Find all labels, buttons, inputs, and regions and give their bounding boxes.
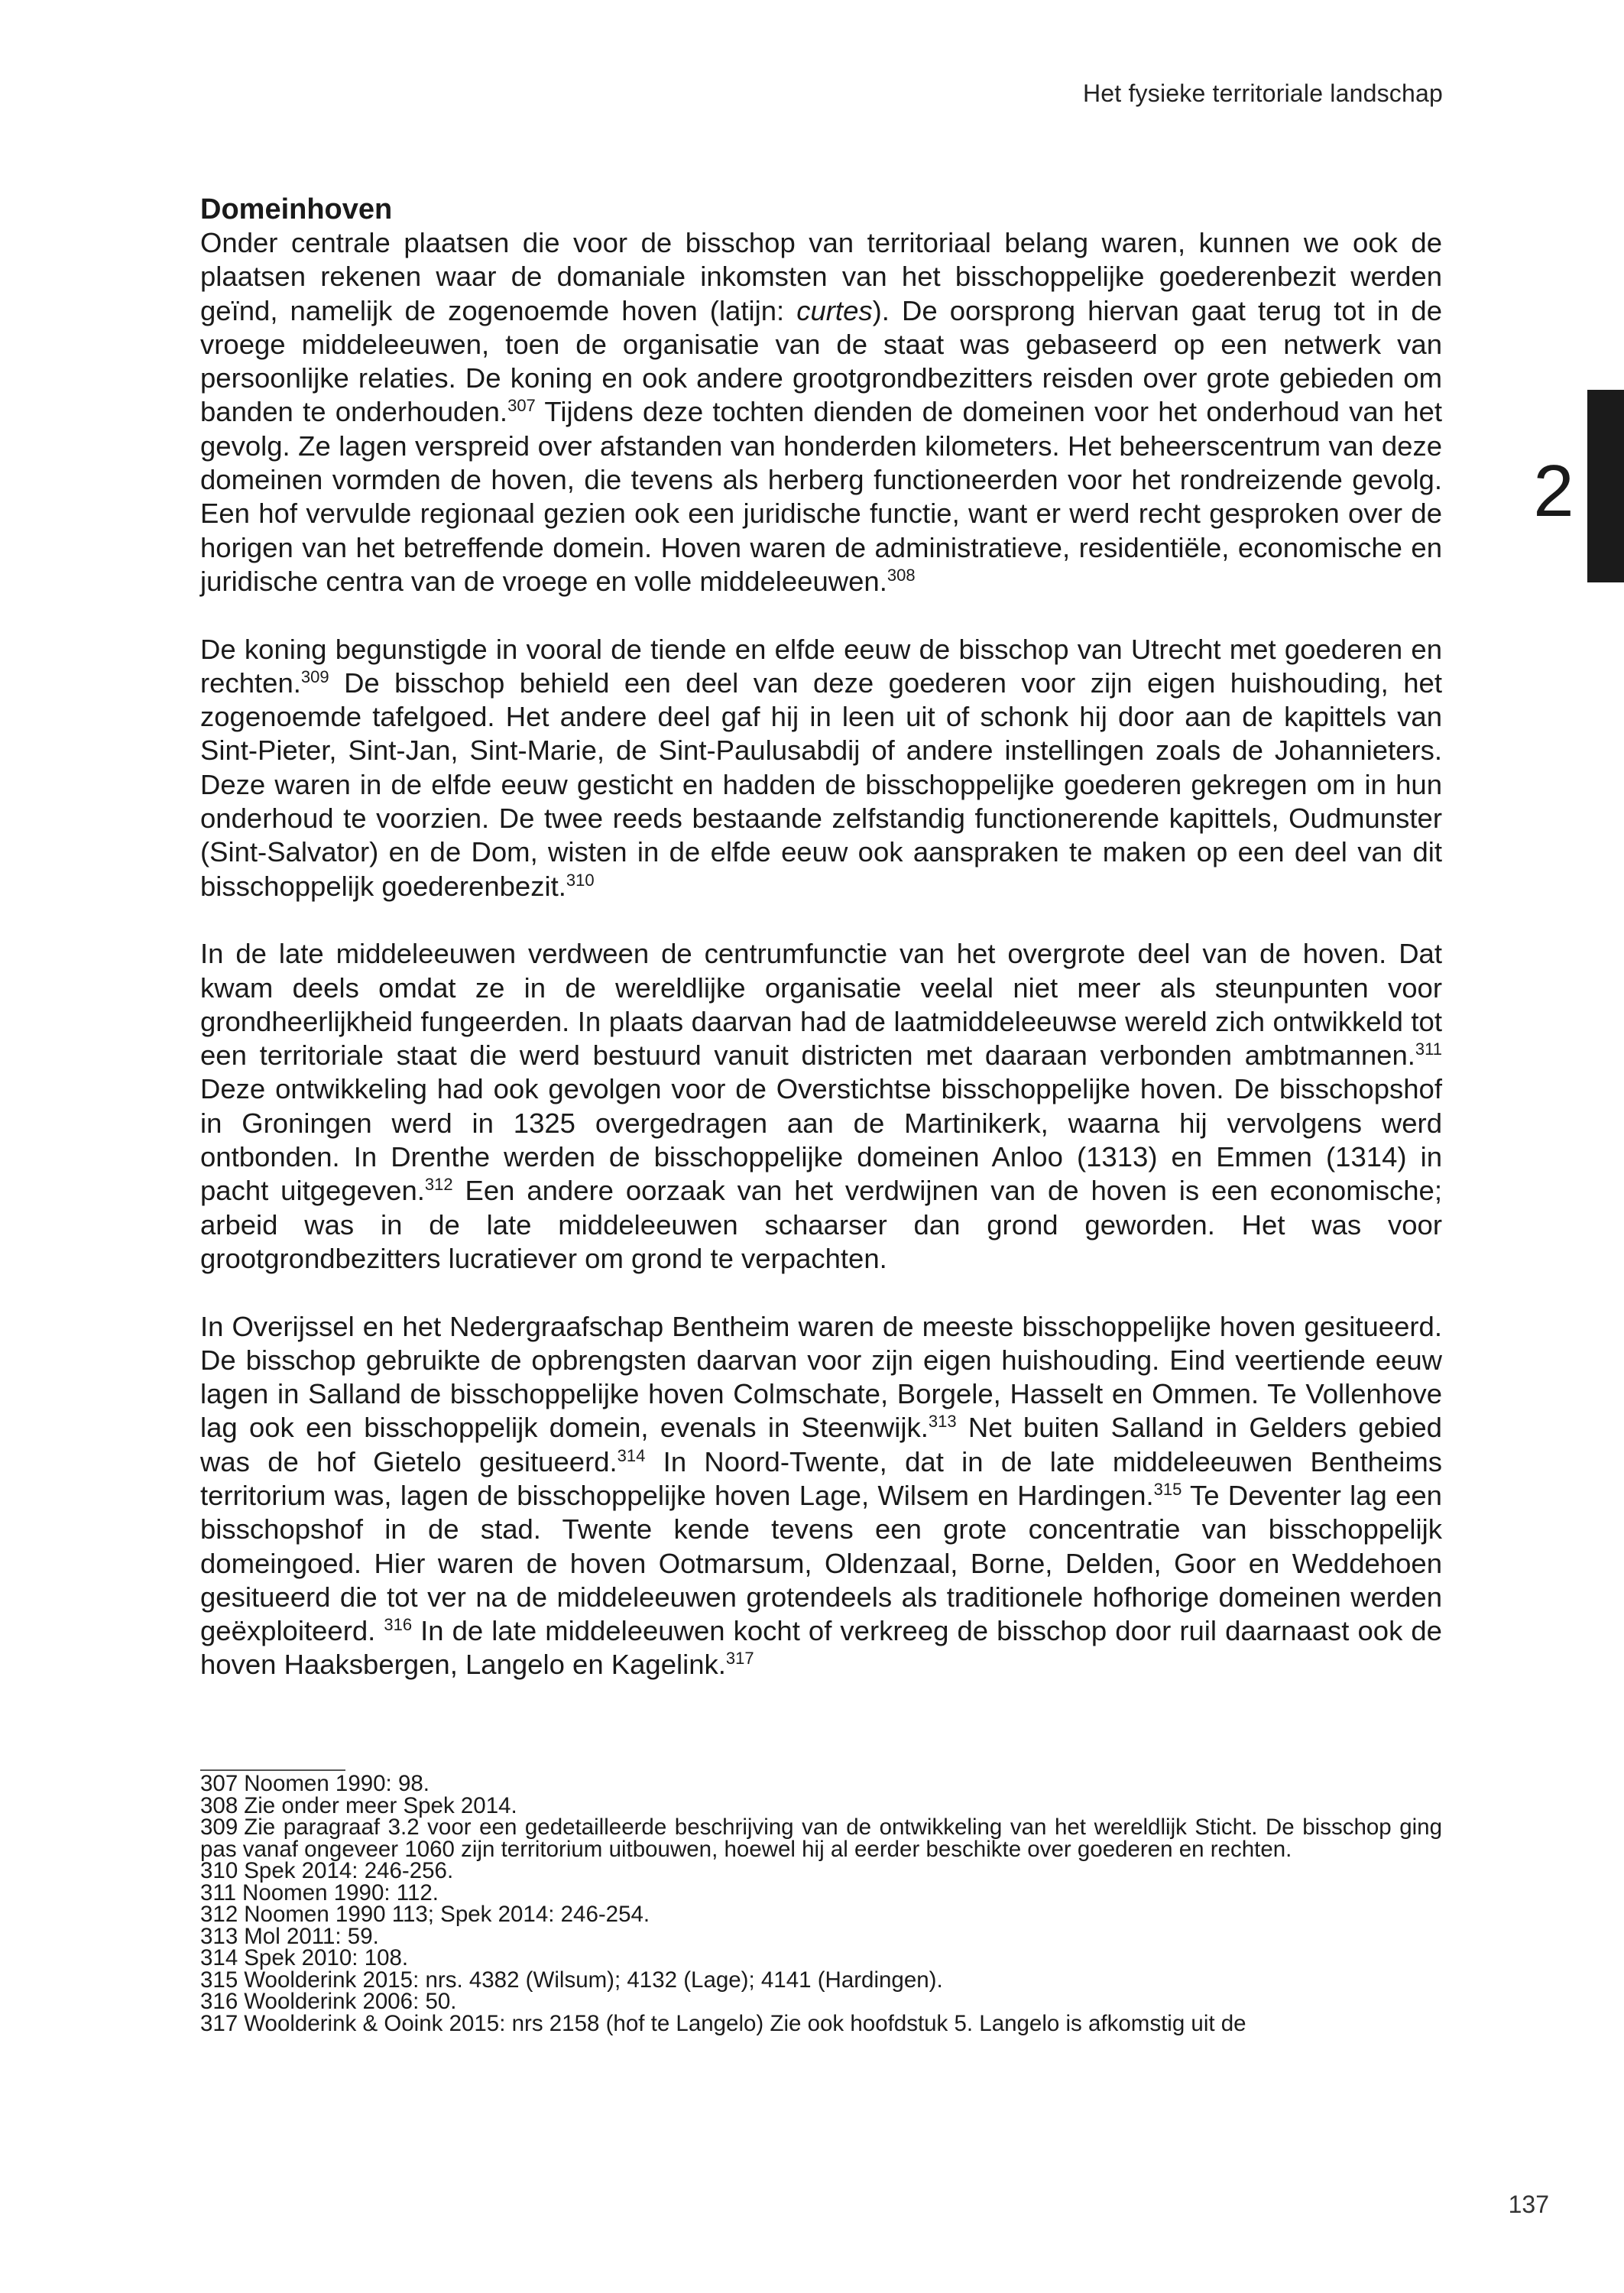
text-run: Te Deventer lag een bisschopshof in de stad. Twente kende tevens een grote concentratie van bisschoppelijk domeingoed. Hier waren de hoven Ootmarsum, Oldenzaal, Borne, Delden, Goor en Weddehoen gesitueerd die tot ver na de middeleeuwen grotendeels als traditionele hofhorige domeinen werden geëxploiteerd. — [200, 1479, 1442, 1647]
footnote — [200, 1904, 1442, 1926]
text-run: Tijdens deze tochten dienden de domeinen voor het onderhoud van het gevolg. Ze lagen verspreid over afstanden van honderden kilometers. Het beheerscentrum van deze domeinen vormden de hoven, die tevens als herberg functioneerden voor het rondreizende gevolg. Een hof vervulde regionaal gezien ook een juridische functie, want er werd recht gesproken over de horigen van het betreffende domein. Hoven waren de administratieve, residentiële, economische en juridische centra van de vroege en volle middeleeuwen. — [200, 396, 1443, 597]
chapter-number: 2 — [1533, 450, 1574, 532]
footnote-text: Mol 2011: 59. — [244, 1923, 379, 1949]
text-run: De bisschop behield een deel van deze goederen voor zijn eigen huishouding, het zogenoemde tafelgoed. Het andere deel gaf hij in leen uit of schonk hij door aan de kapittels van Sint-Pieter, Sint-Jan, Sint-Marie, de Sint-Paulusabdij of andere instellingen zoals de Johannieters. Deze waren in de elfde eeuw gesticht en hadden de bisschoppelijke goederen gekregen om in hun onderhoud te voorzien. De twee reeds bestaande zelfstandig functionerende kapittels, Oudmunster (Sint-Salvator) en de Dom, wisten in de elfde eeuw ook aanspraken te maken op een deel van dit bisschoppelijk goederenbezit. — [200, 666, 1442, 902]
footnote-number: 317 — [200, 2010, 238, 2036]
footnote — [200, 1923, 1442, 1949]
text-run: Een andere oorzaak van het verdwijnen van de hoven is een economische; arbeid was in de late middeleeuwen schaarser dan grond geworden. Het was voor grootgrondbezitters lucratiever om grond te verpachten. — [200, 1175, 1442, 1274]
text-run: De koning begunstigde in vooral de tiende en elfde eeuw de bisschop van Utrecht met goederen en rechten. — [200, 633, 1442, 699]
footnote-reference: 313 — [928, 1412, 957, 1432]
paragraph — [200, 1310, 1442, 1682]
page-number: 137 — [1508, 2191, 1549, 2218]
footnote — [200, 1817, 1442, 1860]
footnote — [200, 1991, 1442, 2013]
footnote-number: 307 — [200, 1771, 238, 1796]
footnote-number: 309 — [200, 1815, 238, 1840]
chapter-tab — [1587, 390, 1624, 582]
text-run: Net buiten Salland in Gelders gebied was de hof Gietelo gesitueerd. — [200, 1412, 1442, 1477]
footnote-reference: 314 — [617, 1445, 646, 1465]
footnote-number: 315 — [200, 1967, 238, 1993]
footnote-reference: 312 — [424, 1175, 453, 1195]
text-run: In Noord-Twente, dat in de late middeleeuwen Bentheims territorium was, lagen de bisschoppelijke hoven Lage, Wilsem en Hardingen. — [200, 1445, 1442, 1511]
paragraph — [200, 633, 1442, 903]
footnote-text: Noomen 1990 113; Spek 2014: 246-254. — [244, 1902, 650, 1927]
footnote — [200, 1879, 1442, 1905]
paragraph — [200, 937, 1442, 1276]
footnote — [200, 1773, 1442, 1795]
footnote — [200, 2010, 1442, 2036]
footnote-number: 316 — [200, 1989, 238, 2014]
footnote-reference: 309 — [300, 666, 329, 686]
footnote — [200, 1792, 1442, 1818]
main-text — [200, 193, 1442, 1682]
footnote-reference: 315 — [1153, 1479, 1182, 1499]
footnote-reference: 317 — [725, 1649, 754, 1669]
text-run: Deze ontwikkeling had ook gevolgen voor de Overstichtse bisschoppelijke hoven. De bisschopshof in Groningen werd in 1325 overgedragen aan de Martinikerk, waarna hij vervolgens werd ontbonden. In Drenthe werden de bisschoppelijke domeinen Anloo (1313) en Emmen (1314) in pacht uitgegeven. — [200, 1073, 1442, 1207]
footnote — [200, 1945, 1442, 1970]
footnote-reference: 311 — [1415, 1039, 1442, 1059]
footnote-number: 312 — [200, 1902, 238, 1927]
footnote-number: 314 — [200, 1945, 238, 1970]
footnote-text: Woolderink 2006: 50. — [244, 1989, 457, 2014]
text-run: Onder centrale plaatsen die voor de bisschop van territoriaal belang waren, kunnen we ook de plaatsen rekenen waar de domaniale inkomsten van het bisschoppelijke goederenbezit werden geïnd, namelijk de zogenoemde hoven (latijn: — [200, 227, 1442, 326]
footnotes — [200, 1773, 1442, 2035]
footnote — [200, 1860, 1442, 1883]
footnote-number: 311 — [200, 1879, 237, 1905]
footnote-number: 313 — [200, 1923, 238, 1949]
text-run: In de late middeleeuwen kocht of verkreeg de bisschop door ruil daarnaast ook de hoven Haaksbergen, Langelo en Kagelink. — [200, 1615, 1442, 1681]
text-run: ). De oorsprong hiervan gaat terug tot in de vroege middeleeuwen, toen de organisatie van de staat was gebaseerd op een netwerk van persoonlijke relaties. De koning en ook andere grootgrondbezitters reisden over grote gebieden om banden te onderhouden. — [200, 294, 1442, 428]
footnote-reference: 308 — [887, 565, 916, 585]
italic-term: curtes — [796, 294, 873, 326]
footnote — [200, 1967, 1442, 1993]
paragraph — [200, 226, 1442, 598]
footnote-number: 308 — [200, 1792, 238, 1818]
body-paragraphs — [200, 226, 1442, 1682]
footnote-reference: 316 — [384, 1615, 413, 1635]
footnote-text: Woolderink & Ooink 2015: nrs 2158 (hof te Langelo) Zie ook hoofdstuk 5. Langelo is afkomstig uit de — [244, 2010, 1246, 2036]
footnote-reference: 310 — [566, 870, 595, 890]
footnote-text: Zie onder meer Spek 2014. — [244, 1792, 517, 1818]
text-run: In Overijssel en het Nedergraafschap Bentheim waren de meeste bisschoppelijke hoven gesitueerd. De bisschop gebruikte de opbrengsten daarvan voor zijn eigen huishouding. Eind veertiende eeuw lagen in Salland de bisschoppelijke hoven Colmschate, Borgele, Hasselt en Ommen. Te Vollenhove lag ook een bisschoppelijk domein, evenals in Steenwijk. — [200, 1310, 1442, 1444]
footnote-reference: 307 — [507, 396, 536, 416]
footnote-text: Woolderink 2015: nrs. 4382 (Wilsum); 4132 (Lage); 4141 (Hardingen). — [244, 1967, 943, 1993]
footnote-number: 310 — [200, 1858, 238, 1883]
footnote-text: Spek 2010: 108. — [244, 1945, 409, 1970]
running-header: Het fysieke territoriale landschap — [1082, 79, 1443, 107]
text-run: In de late middeleeuwen verdween de centrumfunctie van het overgrote deel van de hoven. Dat kwam deels omdat ze in de wereldlijke organisatie veelal niet meer als steunpunten voor grondheerlijkheid fungeerden. In plaats daarvan had de laatmiddeleeuwse wereld zich ontwikkeld tot een territoriale staat die werd bestuurd vanuit districten met daaraan verbonden ambtmannen. — [200, 938, 1442, 1072]
footnote-text: Noomen 1990: 112. — [242, 1879, 439, 1905]
footnote-text: Zie paragraaf 3.2 voor een gedetailleerde beschrijving van de ontwikkeling van het wereldlijk Sticht. De bisschop ging pas vanaf ongeveer 1060 zijn territorium uitbouwen, hoewel hij al eerder beschikte over goederen en rechten. — [200, 1815, 1442, 1862]
footnote-text: Spek 2014: 246-256. — [244, 1858, 454, 1883]
section-title: Domeinhoven — [200, 193, 393, 225]
footnote-text: Noomen 1990: 98. — [244, 1771, 430, 1796]
